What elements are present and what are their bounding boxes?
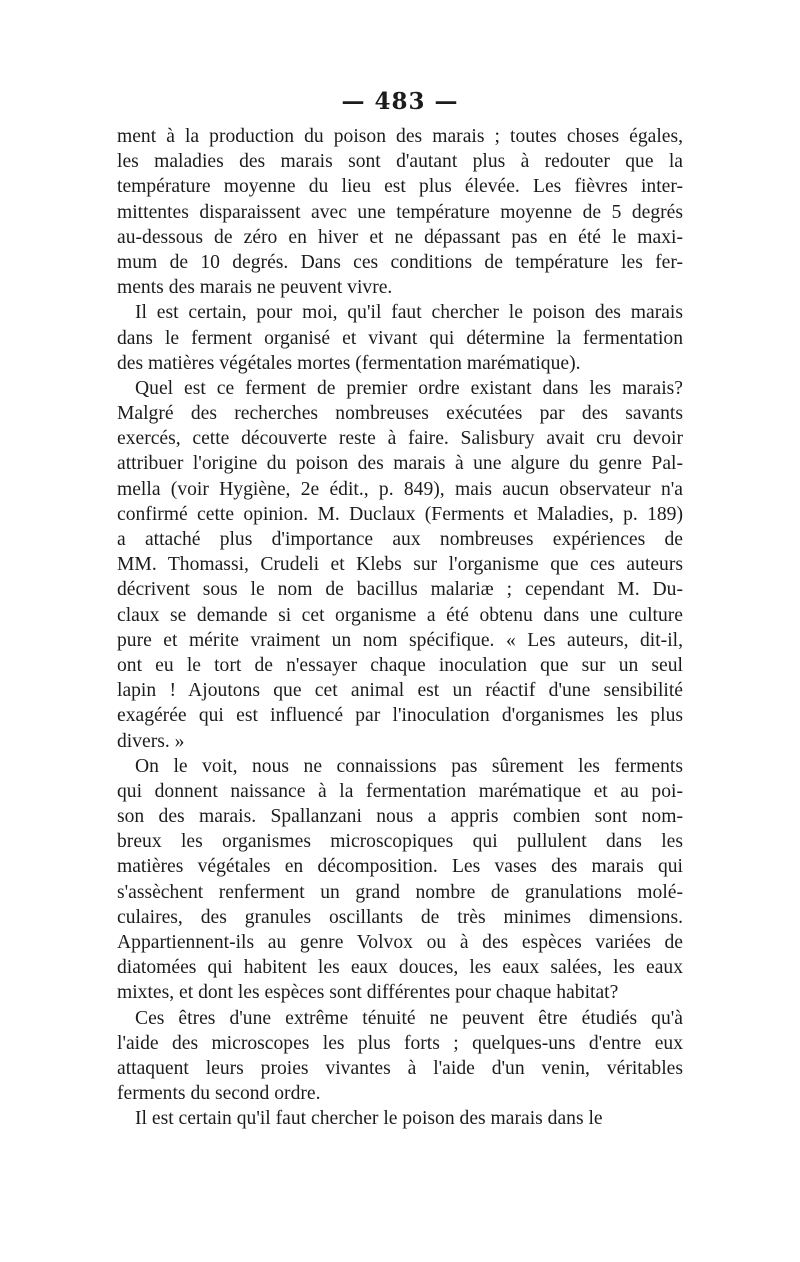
text-line: a attaché plus d'importance aux nombreuses expériences de [117, 529, 683, 550]
text-line: Il est certain qu'il faut chercher le poison des marais dans le [135, 1108, 603, 1130]
paragraph [117, 1106, 683, 1131]
text-line: Quel est ce ferment de premier ordre existant dans les marais? [135, 377, 683, 399]
text-line: divers. » [117, 730, 185, 752]
text-line: Appartiennent-ils au genre Volvox ou à des espèces variées de [117, 932, 683, 953]
text-line: ments des marais ne peuvent vivre. [117, 277, 393, 299]
text-line: exagérée qui est influencé par l'inoculation d'organismes les plus [117, 705, 683, 727]
text-line: diatomées qui habitent les eaux douces, les eaux salées, les eaux [117, 957, 683, 979]
text-line: exercés, cette découverte reste à faire. Salisbury avait cru devoir [117, 428, 683, 450]
text-line: lapin ! Ajoutons que cet animal est un réactif d'une sensibilité [117, 680, 683, 702]
body-text [117, 124, 683, 1132]
text-line: décrivent sous le nom de bacillus malariæ ; cependant M. Du- [117, 579, 683, 601]
text-line: attribuer l'origine du poison des marais à une algure du genre Pal- [117, 453, 683, 475]
text-line: son des marais. Spallanzani nous a appris combien sont nom- [117, 806, 683, 828]
text-line: mum de 10 degrés. Dans ces conditions de température les fer- [117, 251, 683, 273]
text-line: ment à la production du poison des marais ; toutes choses égales, [117, 126, 683, 147]
text-line: des matières végétales mortes (fermentation marématique). [117, 352, 581, 374]
text-line: dans le ferment organisé et vivant qui détermine la fermentation [117, 327, 683, 349]
text-line: température moyenne du lieu est plus élevée. Les fièvres inter- [117, 176, 683, 198]
text-line: culaires, des granules oscillants de très minimes dimensions. [117, 906, 683, 928]
paragraph [117, 376, 683, 754]
page-number: — 483 — [341, 88, 459, 115]
text-line: MM. Thomassi, Crudeli et Klebs sur l'organisme que ces auteurs [117, 554, 683, 576]
text-line: matières végétales en décomposition. Les vases des marais qui [117, 856, 683, 878]
paragraph [117, 300, 683, 376]
text-line: mixtes, et dont les espèces sont différentes pour chaque habitat? [117, 982, 619, 1004]
text-line: s'assèchent renferment un grand nombre de granulations molé- [117, 881, 683, 903]
text-line: Il est certain, pour moi, qu'il faut chercher le poison des marais [135, 302, 683, 324]
text-line: On le voit, nous ne connaissions pas sûrement les ferments [135, 755, 683, 777]
text-line: ferments du second ordre. [117, 1083, 321, 1105]
text-line: ont eu le tort de n'essayer chaque inoculation que sur un seul [117, 654, 683, 676]
text-line: attaquent leurs proies vivantes à l'aide d'un venin, véritables [117, 1057, 683, 1079]
text-line: au-dessous de zéro en hiver et ne dépassant pas en été le maxi- [117, 226, 683, 248]
text-line: confirmé cette opinion. M. Duclaux (Ferments et Maladies, p. 189) [117, 503, 683, 525]
paragraph [117, 124, 683, 300]
text-line: les maladies des marais sont d'autant plus à redouter que la [117, 151, 683, 173]
book-page [117, 82, 683, 1132]
text-line: Malgré des recherches nombreuses exécutées par des savants [117, 403, 683, 425]
text-line: claux se demande si cet organisme a été obtenu dans une culture [117, 604, 683, 626]
paragraph [117, 1006, 683, 1107]
text-line: Ces êtres d'une extrême ténuité ne peuvent être étudiés qu'à [135, 1007, 683, 1029]
text-line: qui donnent naissance à la fermentation marématique et au poi- [117, 780, 683, 802]
paragraph [117, 754, 683, 1006]
text-line: breux les organismes microscopiques qui pullulent dans les [117, 831, 683, 853]
text-line: mittentes disparaissent avec une température moyenne de 5 degrés [117, 201, 683, 223]
text-line: pure et mérite vraiment un nom spécifique. « Les auteurs, dit-il, [117, 629, 683, 651]
text-line: l'aide des microscopes les plus forts ; quelques-uns d'entre eux [117, 1032, 683, 1054]
text-line: mella (voir Hygiène, 2e édit., p. 849), mais aucun observateur n'a [117, 478, 683, 500]
